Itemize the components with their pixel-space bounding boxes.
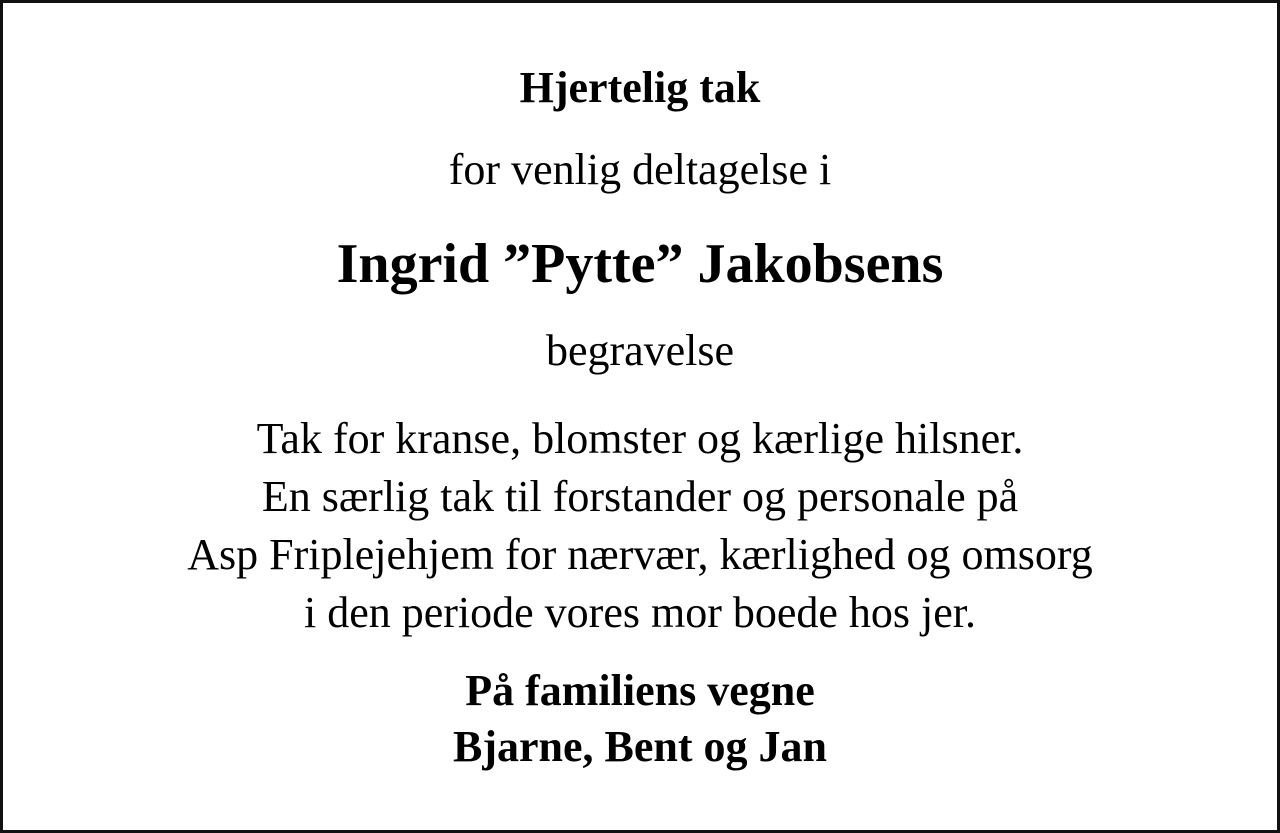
message-line: Asp Friplejehjem for nærvær, kærlighed og omsorg bbox=[187, 530, 1093, 579]
message-line: i den periode vores mor boede hos jer. bbox=[303, 588, 977, 637]
message-line: En særlig tak til forstander og personale på bbox=[261, 472, 1019, 521]
thank-you-message bbox=[3, 410, 1277, 642]
notice-heading: Hjertelig tak bbox=[519, 63, 761, 112]
notice-event: begravelse bbox=[545, 326, 735, 375]
signature-line: På familiens vegne bbox=[465, 666, 815, 715]
notice-intro: for venlig deltagelse i bbox=[448, 145, 832, 194]
deceased-name: Ingrid ”Pytte” Jakobsens bbox=[336, 233, 944, 295]
family-signature bbox=[3, 663, 1277, 775]
message-line: Tak for kranse, blomster og kærlige hilsner. bbox=[256, 414, 1024, 463]
signature-names: Bjarne, Bent og Jan bbox=[453, 722, 827, 771]
